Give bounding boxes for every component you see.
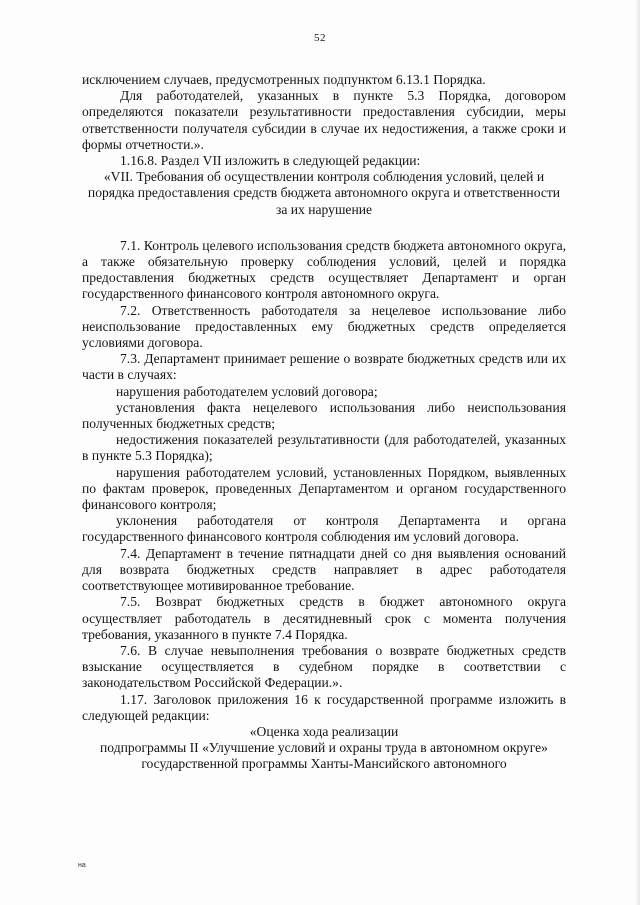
- appendix-title-line-2: подпрограммы II «Улучшение условий и охраны труда в автономном округе» государственной программы Ханты-Мансийского автономного: [100, 740, 548, 772]
- paragraph-7-2: 7.2. Ответственность работодателя за нецелевое использование либо неиспользование предоставленных ему бюджетных средств определяется условиями договора.: [82, 302, 566, 351]
- list-item-misuse: установления факта нецелевого использования либо неиспользования полученных бюджетных средств;: [82, 399, 566, 432]
- paragraph-7-1: 7.1. Контроль целевого использования средств бюджета автономного округа, а также обязательную проверку соблюдения условий, целей и порядка предоставления бюджетных средств осуществляет Департамент и орган государственного финансового контроля автономного округа.: [82, 237, 566, 302]
- list-item-indicators: недостижения показателей результативности (для работодателей, указанных в пункте 5.3 Порядка);: [82, 432, 566, 464]
- paragraph-1-16-8: 1.16.8. Раздел VII изложить в следующей редакции:: [120, 153, 421, 169]
- paragraph-7-3: 7.3. Департамент принимает решение о возврате бюджетных средств или их части в случаях:: [82, 351, 566, 383]
- page-number: 52: [314, 32, 326, 44]
- list-item-procedure-violation: нарушения работодателем условий, установленных Порядком, выявленных по фактам проверок, проведенных Департаментом и органом государственного финансового контроля;: [82, 464, 566, 513]
- list-item-contract-violation: нарушения работодателем условий договора;: [116, 383, 378, 399]
- paragraph-7-4: 7.4. Департамент в течение пятнадцати дней со дня выявления оснований для возврата бюджетных средств направляет в адрес работодателя соответствующее мотивированное требование.: [82, 545, 566, 594]
- document-body: [82, 72, 566, 773]
- paragraph-7-5: 7.5. Возврат бюджетных средств в бюджет автономного округа осуществляет работодатель в десятидневный срок с момента получения требования, указанного в пункте 7.4 Порядка.: [82, 594, 566, 642]
- section-vii-heading: «VII. Требования об осуществлении контроля соблюдения условий, целей и порядка предоставления средств бюджета автономного округа и ответственности за их нарушение: [87, 169, 561, 217]
- heading-spacer: [82, 218, 566, 238]
- appendix-title-line-1: «Оценка хода реализации: [249, 723, 399, 739]
- paragraph-7-6: 7.6. В случае невыполнения требования о возврате бюджетных средств взыскание осуществляется в судебном порядке в соответствии с законодательством Российской Федерации.».: [82, 642, 566, 691]
- footer-mark: на: [78, 862, 86, 869]
- page-edge: [634, 0, 640, 905]
- paragraph-employers-53: Для работодателей, указанных в пункте 5.3 Порядка, договором определяются показатели результативности предоставления субсидии, меры ответственности получателя субсидии в случае их недостижения, а также сроки и формы отчетности.».: [82, 88, 566, 152]
- list-item-control-evasion: уклонения работодателя от контроля Департамента и органа государственного финансового контроля соблюдения им условий договора.: [82, 513, 566, 545]
- paragraph-continuation: исключением случаев, предусмотренных подпунктом 6.13.1 Порядка.: [82, 72, 486, 87]
- paragraph-1-17: 1.17. Заголовок приложения 16 к государственной программе изложить в следующей редакции:: [82, 691, 566, 723]
